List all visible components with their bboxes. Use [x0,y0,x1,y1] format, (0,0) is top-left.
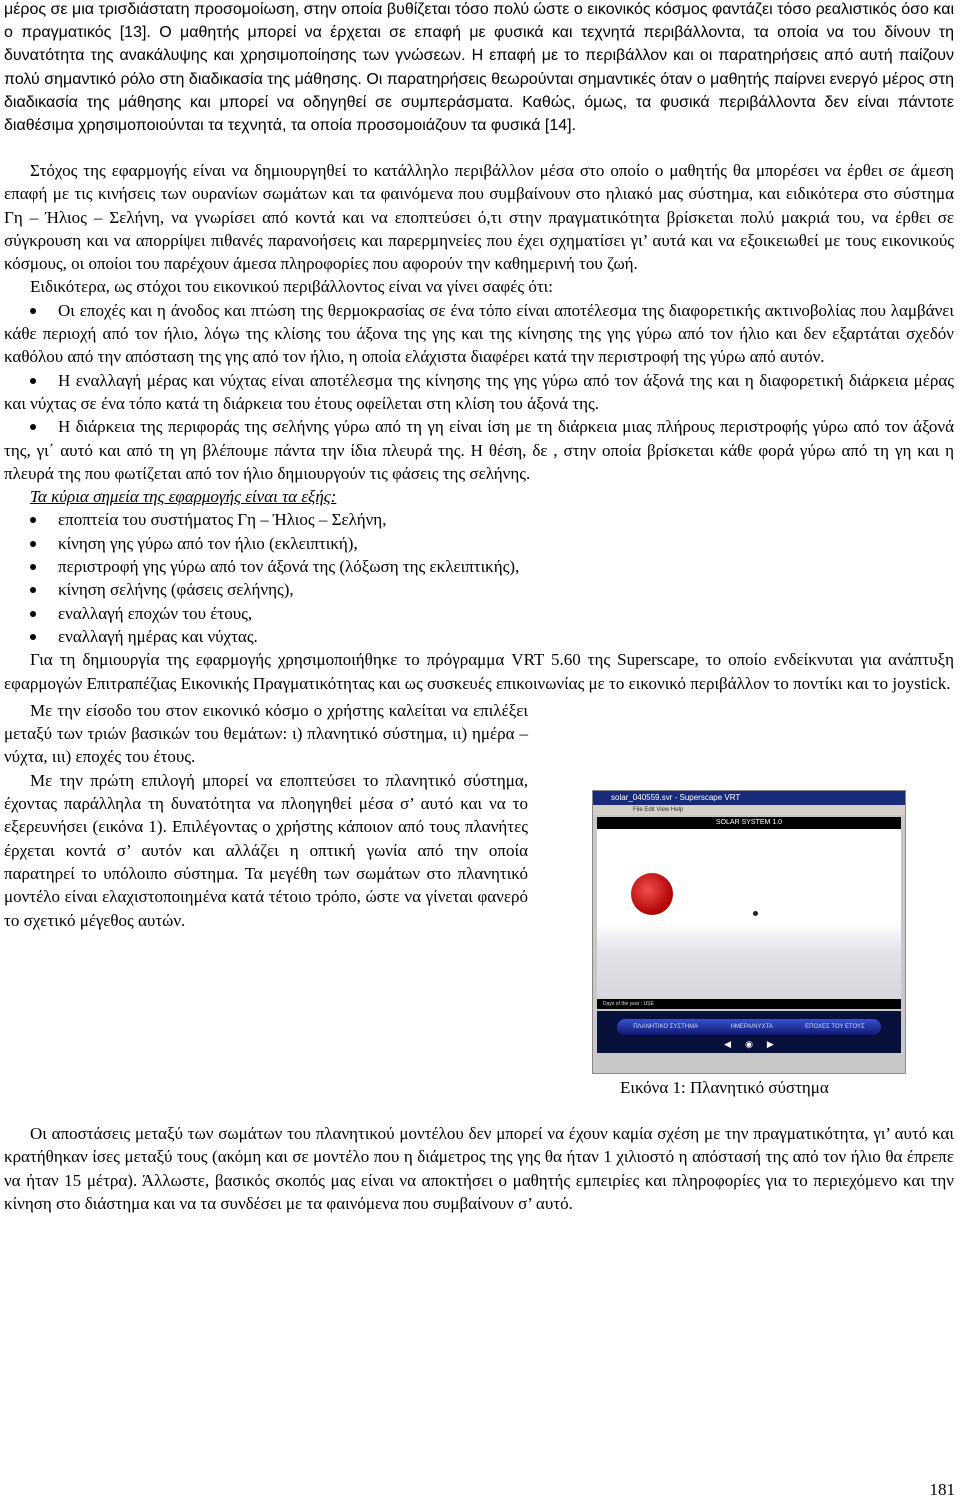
window-menu: File Edit View Help [593,805,905,815]
bullet-icon [30,587,36,593]
list-item: Η διάρκεια της περιφοράς της σελήνης γύρω από τη γη είναι ίση με τη διάρκεια μιας πλήρους περιστροφής γύρω από τον άξονά της, γι΄ αυτό και από τη γη βλέπουμε πάντα την ίδια πλευρά της. Η θέση, δε , στην οποία βρίσκεται κάθε φορά γύρω από τη γη και η πλευρά της που φωτίζεται από τον ήλιο δημιουργούν τις φάσεις της σελήνης. [4,417,954,483]
page-number: 181 [929,1480,955,1499]
distances-block [4,1122,954,1215]
sun-icon [631,873,673,915]
tab-seasons: ΕΠΟΧΕΣ ΤΟΥ ΕΤΟΥΣ [805,1024,865,1030]
list-item: κίνηση γης γύρω από τον ήλιο (εκλειπτική), [4,532,954,555]
figure-screenshot [592,790,906,1074]
vrt-paragraph: Για τη δημιουργία της εφαρμογής χρησιμοποιήθηκε το πρόγραμμα VRT 5.60 της Superscape, το οποίο ενδείκνυται για ανάπτυξη εφαρμογών Επιτραπέζιας Εικονικής Πραγματικότητας και ως συσκευές επικοινωνίας με το εικονικό περιβάλλον το ποντίκι και το joystick. [4,650,954,693]
bullet-icon [30,634,36,640]
specific-goals-intro: Ειδικότερα, ως στόχοι του εικονικού περιβάλλοντος είναι να γίνει σαφές ότι: [30,277,553,297]
scene-status: Days of the year : USE [597,999,901,1009]
list-item: εναλλαγή ημέρας και νύχτας. [4,625,954,648]
list-item: περιστροφή γης γύρω από τον άξονά της (λόξωση της εκλειπτικής), [4,555,954,578]
bullet-icon [30,564,36,570]
left-column [4,699,528,932]
distances-paragraph: Οι αποστάσεις μεταξύ των σωμάτων του πλανητικού μοντέλου δεν μπορεί να έχουν καμία σχέση με την πραγματικότητα, γι’ αυτό και κρατήθηκαν ίσες μεταξύ τους (ακόμη και σε μοντέλο που η διάμετρος της γης θα ήταν 1 χιλιοστό η απόστασή της από τον ήλιο θα έπρεπε να ήταν 15 μέτρα). Άλλωστε, βασικός σκοπός μας είναι να αποκτήσει ο μαθητής εμπειρίες και πληροφορίες για το περιεχόμενο και την κίνηση στο διάστημα και να τα συνδέσει με τα φαινόμενα που συμβαίνουν σ’ αυτό. [4,1124,954,1213]
key-points-heading: Τα κύρια σημεία της εφαρμογής είναι τα εξής: [30,487,337,507]
intro-paragraph: μέρος σε μια τρισδιάστατη προσομοίωση, στην οποία βυθίζεται τόσο πολύ ώστε ο εικονικός κόσμος φαντάζει τόσο ρεαλιστικός όσο και ο πραγματικός [13]. Ο μαθητής μπορεί να έρχεται σε επαφή με φυσικά και τεχνητά περιβάλλοντα, τα οποία να του δίνουν τη δυνατότητα της ανακάλυψης και χρησιμοποίησης των γνώσεων. Η επαφή με το περιβάλλον και οι παρατηρήσεις από αυτή παίζουν πολύ σημαντικό ρόλο στη διαδικασία της μάθησης. Οι παρατηρήσεις θεωρούνται σημαντικές όταν ο μαθητής παίρνει ενεργό μέρος στη διαδικασία της μάθησης και μπορεί να οδηγηθεί σε συμπεράσματα. Καθώς, όμως, τα φυσικά περιβάλλοντα δεν είναι πάντοτε διαθέσιμα χρησιμοποιούνται τα τεχνητά, τα οποία προσομοιάζουν τα φυσικά [14]. [4,1,954,135]
scene-viewport [597,829,901,999]
entry-paragraph: Με την είσοδο του στον εικονικό κόσμο ο χρήστης καλείται να επιλέξει μεταξύ των τριών βασικών του θεμάτων: ι) πλανητικό σύστημα, ιι) ημέρα – νύχτα, ιιι) εποχές του έτους. [4,700,528,767]
scene-toolbar [597,1011,901,1053]
window-bottom [593,1053,905,1073]
scene-header: SOLAR SYSTEM 1.0 [597,817,901,829]
key-points-list [4,508,954,648]
bullet-icon [30,308,36,314]
nav-icons [597,1039,901,1051]
goal-paragraph: Στόχος της εφαρμογής είναι να δημιουργηθεί το κατάλληλο περιβάλλον μέσα στο οποίο ο μαθητής θα μπορέσει να έρθει σε άμεση επαφή με τις κινήσεις των ουρανίων σωμάτων και τα φαινόμενα που συμβαίνουν στο ηλιακό μας σύστημα, και ειδικότερα στο σύστημα Γη – Ήλιος – Σελήνη, να γνωρίσει από κοντά και να εποπτεύσει ό,τι στην πραγματικότητα βρίσκεται πολύ μακριά του, να έρθει σε σύγκρουση και να απορρίψει πιθανές παρανοήσεις και παρερμηνείες που έχει σχηματίσει γι’ αυτά και να εξοικειωθεί με τους εικονικούς κόσμους, οι οποίοι του παρέχουν άμεσα πληροφορίες που αφορούν την καθημερινή του ζωή. [4,161,954,274]
bullet-icon [30,378,36,384]
goals-list [4,299,954,485]
scene-tabs [617,1019,881,1035]
bullet-icon [30,611,36,617]
bullet-icon [30,517,36,523]
arrow-left-icon: ◀ [724,1040,732,1050]
first-option-paragraph: Με την πρώτη επιλογή μπορεί να εποπτεύσει το πλανητικό σύστημα, έχοντας παράλληλα τη δυνατότητα να πλοηγηθεί μέσα σ’ αυτό και να το εξερευνήσει (εικόνα 1). Επιλέγοντας ο χρήστης κάποιον από τους πλανήτες έρχεται κοντά σ’ αυτόν και αλλάζει η οπτική γωνία από την οποία παρατηρεί το υπόλοιπο σύστημα. Τα μεγέθη των σωμάτων στο πλανητικό μοντέλο είναι ελαχιστοποιημένα κατά τέτοιο τρόπο, ώστε να γίνεται φανερό το σχετικό μέγεθος αυτών. [4,770,528,930]
eye-icon: ◉ [745,1040,753,1050]
arrow-right-icon: ▶ [766,1040,774,1050]
tab-day-night: ΗΜΕΡΑ/ΝΥΧΤΑ [730,1024,773,1030]
bullet-icon [30,424,36,430]
list-item: εναλλαγή εποχών του έτους, [4,602,954,625]
planet-icon [753,911,758,916]
list-item: εποπτεία του συστήματος Γη – Ήλιος – Σελήνη, [4,508,954,531]
window-title: solar_040559.svr - Superscape VRT [593,791,905,805]
tab-planetary: ΠΛΑΝΗΤΙΚΟ ΣΥΣΤΗΜΑ [633,1024,699,1030]
figure-caption: Εικόνα 1: Πλανητικό σύστημα [620,1078,829,1097]
bullet-icon [30,541,36,547]
list-item: Η εναλλαγή μέρας και νύχτας είναι αποτέλεσμα της κίνησης της γης γύρω από τον άξονά της και η διαφορετική διάρκεια μέρας και νύχτας σε ένα τόπο κατά τη διάρκεια του έτους οφείλεται στη κλίση του άξονά της. [4,370,954,413]
list-item: κίνηση σελήνης (φάσεις σελήνης), [4,578,954,601]
list-item: Οι εποχές και η άνοδος και πτώση της θερμοκρασίας σε ένα τόπο είναι αποτέλεσμα της διαφορετικής ακτινοβολίας που λαμβάνει κάθε περιοχή από τον ήλιο, λόγω της κλίσης του άξονα της γης και της κίνησης της γης γύρω από τον ήλιο και δεν εξαρτάται σχεδόν καθόλου από την απόσταση της γης από τον ήλιο, η οποία ελάχιστα διαφέρει κατά την περιστροφή της γύρω από αυτόν. [4,300,954,367]
